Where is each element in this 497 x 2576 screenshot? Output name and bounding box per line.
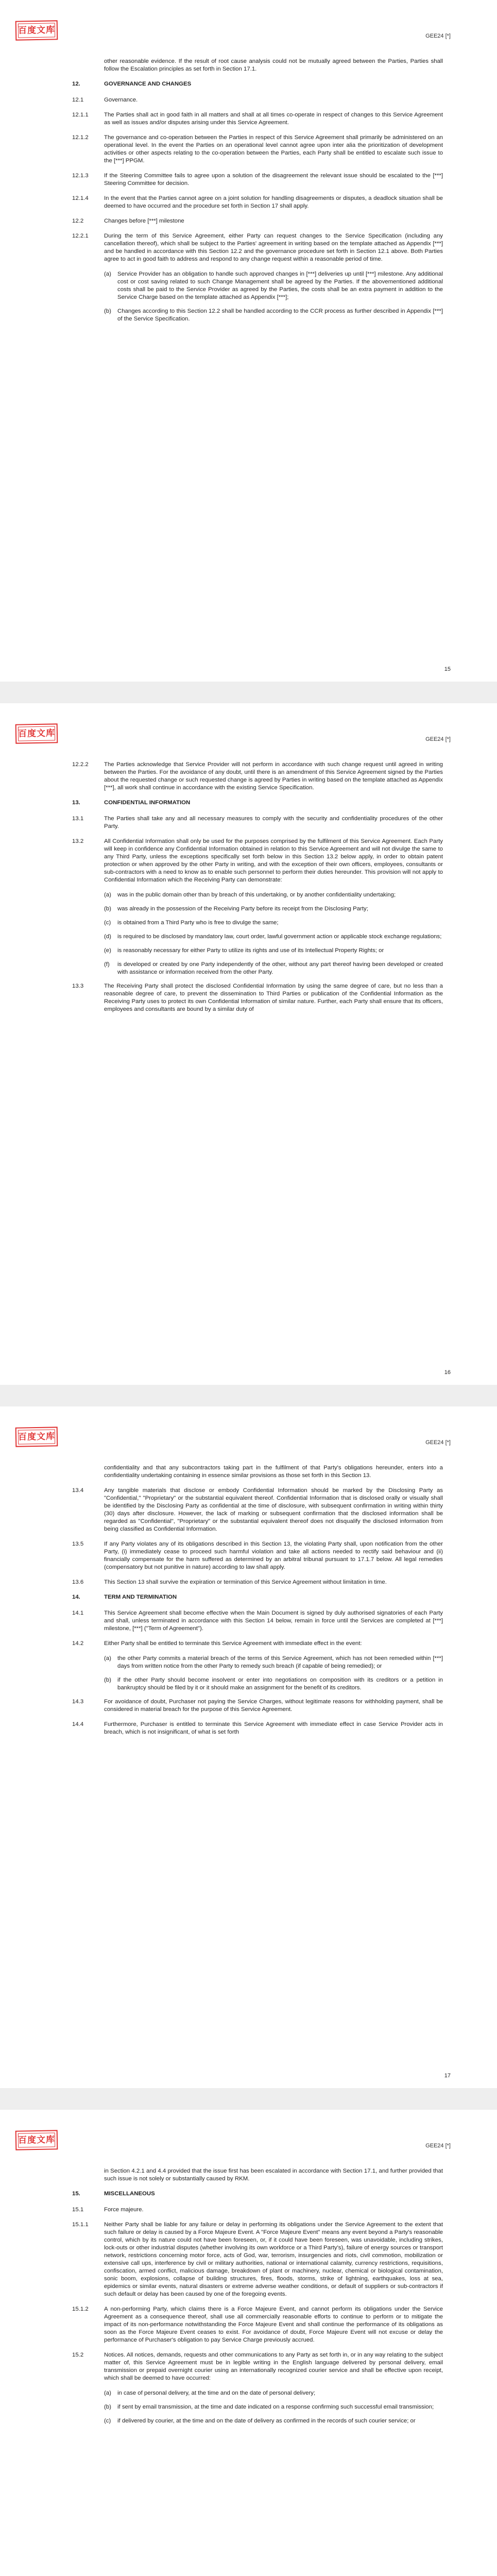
sub-clause-label: (a) [104,2390,111,2396]
watermark-stamp: 百度文库 [15,2130,58,2150]
clause-text: Changes before [***] milestone [104,218,184,224]
sub-clause [104,1655,443,1670]
clause [72,195,443,210]
clause [72,982,443,1013]
sub-clause [104,919,443,927]
page-body [72,2167,443,2431]
sub-clause [104,2403,443,2411]
sub-clause-text: if sent by email transmission, at the time and date indicated on a response confirming such successful email transmission; [117,2404,434,2410]
clause-text: Furthermore, Purchaser is entitled to terminate this Service Agreement with immediate effect in case Service Provider acts in breach, which is not insignificant, of what is set forth [104,1721,443,1735]
section-heading [72,2190,443,2198]
document-reference: GEE24 [*] [425,736,451,742]
sub-clause-label: (c) [104,2418,111,2424]
page-body [72,1464,443,1743]
document-page-15 [0,0,497,703]
clause-number: 12. [72,81,80,87]
clause-number: 12.1.1 [72,112,89,118]
clause [72,1487,443,1533]
clause-text: The governance and co-operation between the Parties in respect of this Service Agreement shall primarily be administered on an operational level. In the event the Parties on an operational level cannot agree upon inter alia the prioritization of development activities or other aspects relating to the co-operation between the Parties, each Party shall be entitled to escalate such issue to the [***] PPGM. [104,134,443,164]
sub-clause-label: (c) [104,920,111,926]
sub-clause-text: was already in the possession of the Receiving Party before its receipt from the Disclosing Party; [117,906,368,912]
clause-text: A non-performing Party, which claims there is a Force Majeure Event, and cannot perform its obligations under the Service Agreement as a consequence thereof, shall use all commercially reasonable efforts to continue to perform or to mitigate the impact of its non-performance notwithstanding the Force Majeure Event and shall continue the performance of its obligations as soon as the Force Majeure Event ceases to exist. For avoidance of doubt, Force Majeure Event will not excuse or delay the performance of Purchaser's obligation to pay Service Charge previously accrued. [104,2306,443,2343]
sub-clause-text: is obtained from a Third Party who is free to divulge the same; [117,920,279,926]
sub-clause [104,308,443,323]
clause [72,815,443,831]
clause-number: 14.1 [72,1610,84,1616]
clause [72,2221,443,2298]
clause [72,1640,443,1648]
clause-number: 12.1.3 [72,173,89,179]
clause-number: 13.6 [72,1579,84,1585]
clause [72,2306,443,2344]
sub-clause-text: is reasonably necessary for either Party to utilize its rights and use of its Intellectual Property Rights; or [117,947,384,954]
clause [72,111,443,127]
clause [72,1609,443,1633]
clause [72,172,443,188]
clause [72,1698,443,1714]
clause-text: TERM AND TERMINATION [104,1594,177,1600]
clause-text: CONFIDENTIAL INFORMATION [104,800,191,806]
section-heading [72,80,443,88]
sub-clause-label: (b) [104,308,111,314]
document-reference: GEE24 [*] [425,2143,451,2149]
clause-text: The Parties acknowledge that Service Provider will not perform in accordance with such change request until agreed in writing between the Parties. For the avoidance of any doubt, until there is an amendment of this Service Agreement signed by the Parties about the requested change or such requested change is agreed by Parties in writing based on the template attached as Appendix [***], all work shall continue in accordance with the existing Service Specification. [104,761,443,791]
watermark-stamp: 百度文库 [15,723,58,743]
clause [72,232,443,263]
continuation-text: other reasonable evidence. If the result of root cause analysis could not be mutually agreed between the Parties, Parties shall follow the Escalation principles as set forth in Section 17.1. [104,58,443,72]
clause-text: The Parties shall act in good faith in all matters and shall at all times co-operate in respect of changes to this Service Agreement as well as issues and/or disputes arising under this Service Agreement. [104,112,443,126]
sub-clause-text: is developed or created by one Party independently of the other, without any part thereof having been developed or created with assistance or information received from the other Party. [117,961,443,975]
sub-clause [104,2389,443,2397]
sub-clause-label: (e) [104,947,111,954]
clause-text: Notices. All notices, demands, requests and other communications to any Party as set forth in, or in any way relating to the subject matter of, this Service Agreement must be in legible writing in the English language delivered by personal delivery, email transmission or prepaid overnight courier using an internationally recognized courier service and shall be effective upon receipt, which shall be deemed to have occurred: [104,2352,443,2381]
sub-clause-text: in case of personal delivery, at the time and on the date of personal delivery; [117,2390,316,2396]
clause-number: 12.1 [72,97,84,103]
sub-clause-label: (a) [104,271,111,277]
clause [72,1579,443,1586]
document-page-17 [0,1406,497,2110]
page-body [72,761,443,1021]
page-number: 16 [444,1369,451,1376]
sub-clause-text: if the other Party should become insolvent or enter into negotiations on composition with its creditors or a petition in bankruptcy should be filed by it or it should make an assignment for the benefit of its creditors. [117,1677,443,1691]
clause-text: All Confidential Information shall only be used for the purposes comprised by the fulfilment of this Service Agreement. Each Party will keep in confidence any Confidential Information obtained in relation to this Service Agreement and will not divulge the same to any Third Party, unless the exceptions specifically set forth below in this Section 13.2 below apply, in order to obtain patent protection or when approved by the other Party in writing, and with the exception of their own officers, employees, consultants or sub-contractors with a need to know as to enable such personnel to perform their duties hereunder. This provision will not apply to Confidential Information which the Receiving Party can demonstrate: [104,838,443,883]
clause-number: 12.2 [72,218,84,224]
clause-text: In the event that the Parties cannot agree on a joint solution for handling disagreements or disputes, a deadlock situation shall be deemed to have occurred and the procedure set forth in Section 17 shall apply. [104,195,443,209]
sub-clause [104,905,443,913]
clause-number: 15.1.2 [72,2306,89,2312]
clause-number: 12.2.2 [72,761,89,768]
watermark-stamp: 百度文库 [15,1427,58,1447]
watermark-stamp: 百度文库 [15,20,58,40]
sub-clause-label: (b) [104,906,111,912]
document-page-18 [0,2110,497,2576]
clause-number: 12.1.2 [72,134,89,141]
clause-number: 15.1 [72,2207,84,2213]
clause-text: If any Party violates any of its obligations described in this Section 13, the violating Party shall, upon notification from the other Party, (i) immediately cease to proceed such harmful violation and take all actions needed to rectify said behaviour and (ii) financially compensate for the harm suffered as determined by an arbitral tribunal pursuant to 17.1.7 below. All legal remedies (compensatory but not punitive in nature) according to law shall apply. [104,1541,443,1570]
clause-number: 13. [72,800,80,806]
document-reference: GEE24 [*] [425,1439,451,1446]
sub-clause-label: (b) [104,1677,111,1683]
clause-number: 12.2.1 [72,233,89,239]
document-reference: GEE24 [*] [425,33,451,39]
clause-text: Neither Party shall be liable for any failure or delay in performing its obligations under the Service Agreement to the extent that such failure or delay is caused by a Force Majeure Event. A "Force Majeure Event" means any event beyond a Party's reasonable control, which by its nature could not have been foreseen, or, if it could have been foreseen, was unavoidable, including strikes, lock-outs or other industrial disputes (whether involving its own workforce or a Third Party's), failure of energy sources or transport network, restrictions concerning motor force, acts of God, war, terrorism, insurgencies and riots, civil commotion, mobilization or extensive call ups, interference by civil or military authorities, national or international calamity, currency restrictions, requisitions, confiscation, armed conflict, malicious damage, breakdown of plant or machinery, nuclear, chemical or biological contamination, sonic boom, explosions, collapse of building structures, fires, floods, storms, strike of lightning, earthquakes, loss at sea, epidemics or similar events, natural disasters or extreme adverse weather conditions, or default of suppliers or sub-contractors if such default or delay has been caused by one of the foregoing events. [104,2222,443,2297]
clause [72,761,443,792]
sub-clause-label: (d) [104,934,111,940]
clause [72,1540,443,1571]
clause-number: 14. [72,1594,80,1600]
page-number: 15 [444,666,451,672]
clause-number: 13.1 [72,816,84,822]
sub-clause-text: if delivered by courier, at the time and on the date of delivery as confirmed in the records of such courier service; or [117,2418,416,2424]
document-page-16 [0,703,497,1406]
clause-text: Either Party shall be entitled to terminate this Service Agreement with immediate effect in the event: [104,1640,362,1647]
page-body [72,58,443,329]
sub-clause-label: (a) [104,1655,111,1662]
clause-number: 13.2 [72,838,84,844]
clause-text: Any tangible materials that disclose or embody Confidential Information should be marked by the Disclosing Party as "Confidential," "Proprietary" or the substantial equivalent thereof. Confidential Information that is disclosed orally or visually shall be identified by the Disclosing Party as confidential at the time of disclosure, with subsequent confirmation in writing within thirty (30) days after disclosure. However, the lack of marking or subsequent confirmation that the disclosed information shall be regarded as "Confidential", "Proprietary" or the substantial equivalent thereof does not disqualify the disclosed information from being classified as Confidential Information. [104,1487,443,1532]
clause-text: GOVERNANCE AND CHANGES [104,81,192,87]
sub-clause-label: (a) [104,892,111,898]
clause-number: 13.5 [72,1541,84,1547]
continuation-text: in Section 4.2.1 and 4.4 provided that the issue first has been escalated in accordance with Section 17.1, and further provided that such issue is not solely or substantially caused by RKM. [104,2168,443,2182]
sub-clause-label: (b) [104,2404,111,2410]
clause-number: 14.2 [72,1640,84,1647]
continuation-text: confidentiality and that any subcontractors taking part in the fulfilment of that Party's obligations hereunder, enters into a confidentiality undertaking containing in essence similar provisions as those set forth in this Section 13. [104,1465,443,1479]
sub-clause-text: Changes according to this Section 12.2 shall be handled according to the CCR process as further described in Appendix [***] of the Service Specification. [117,308,443,322]
clause-number: 15.1.1 [72,2222,89,2228]
clause-number: 15. [72,2191,80,2197]
clause-text: Force majeure. [104,2207,144,2213]
sub-clause [104,2417,443,2425]
clause [72,838,443,884]
sub-clause [104,891,443,899]
clause-text: If the Steering Committee fails to agree upon a solution of the disagreement the relevant issue should be escalated to the [***] Steering Committee for decision. [104,173,443,187]
section-heading [72,799,443,807]
clause-number: 13.3 [72,983,84,989]
clause-number: 12.1.4 [72,195,89,201]
clause-number: 13.4 [72,1487,84,1494]
clause-text: For avoidance of doubt, Purchaser not paying the Service Charges, without legitimate reasons for withholding payment, shall be considered in material breach for the purpose of this Service Agreement. [104,1699,443,1713]
clause [72,2351,443,2382]
clause-text: The Parties shall take any and all necessary measures to comply with the security and confidentiality procedures of the other Party. [104,816,443,829]
sub-clause [104,1676,443,1692]
sub-clause [104,270,443,301]
clause-number: 14.3 [72,1699,84,1705]
clause [72,1721,443,1736]
clause [72,134,443,165]
clause-text: The Receiving Party shall protect the disclosed Confidential Information by using the same degree of care, but no less than a reasonable degree of care, to prevent the dissemination to Third Parties or publication of the Confidential Information as the Receiving Party uses to protect its own Confidential Information of similar nature. Further, each Party shall ensure that its officers, employees and consultants are bound by a similar duty of [104,983,443,1012]
sub-clause [104,947,443,955]
sub-clause-text: Service Provider has an obligation to handle such approved changes in [***] deliveries up until [***] milestone. Any additional cost or cost saving related to such Change Management shall be agreed by the Parties. If the abovementioned additional costs shall be paid to the Service Provider as agreed by the Parties, the costs shall be an extra payment in addition to the Service Charge based on the template attached as Appendix [***]; [117,271,443,300]
sub-clause-text: is required to be disclosed by mandatory law, court order, lawful government action or applicable stock exchange regulations; [117,934,442,940]
clause-text: MISCELLANEOUS [104,2191,155,2197]
sub-clause [104,933,443,941]
sub-clause-text: was in the public domain other than by breach of this undertaking, or by another confidentiality undertaking; [117,892,396,898]
clause-text: This Service Agreement shall become effective when the Main Document is signed by duly authorised signatories of each Party and shall, unless terminated in accordance with this Section 14 below, remain in force until the Services are completed at [***] milestone, [***] ("Term of Agreement"). [104,1610,443,1632]
clause [72,217,443,225]
page-number: 17 [444,2073,451,2079]
sub-clause [104,961,443,976]
clause [72,2206,443,2214]
sub-clause-label: (f) [104,961,110,968]
clause-text: During the term of this Service Agreement, either Party can request changes to the Service Specification (including any cancellation thereof), which shall be subject to the Parties' agreement in writing based on the template attached as Appendix [***] and be handled in accordance with this Section 12.2 and the governance procedure set forth in Section 12.1 above. Both Parties agree to act in good faith to address and respond to any change request within a reasonable period of time. [104,233,443,262]
clause-text: This Section 13 shall survive the expiration or termination of this Service Agreement without limitation in time. [104,1579,387,1585]
sub-clause-text: the other Party commits a material breach of the terms of this Service Agreement, which has not been remedied within [***] days from written notice from the other Party to remedy such breach (if capable of being remedied); or [117,1655,443,1669]
clause [72,96,443,104]
clause-number: 14.4 [72,1721,84,1727]
clause-text: Governance. [104,97,138,103]
section-heading [72,1594,443,1601]
clause-number: 15.2 [72,2352,84,2358]
